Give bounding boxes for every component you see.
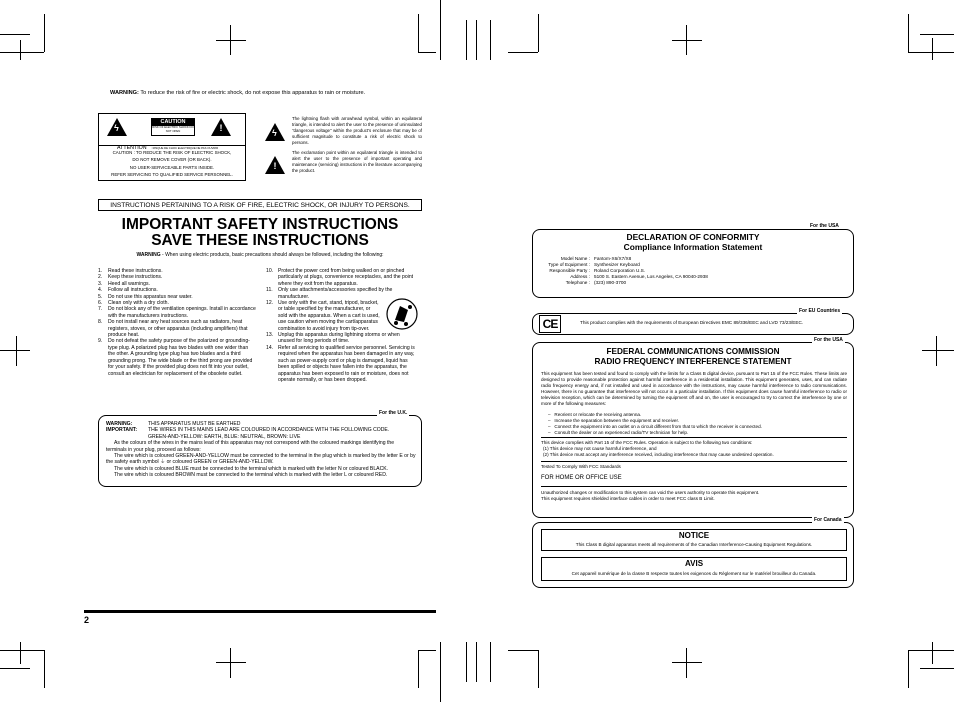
list-item-number: 3. <box>98 280 103 287</box>
fcc-unauthorized <box>541 490 847 501</box>
attention-label: ATTENTION <box>117 145 147 151</box>
list-item <box>266 345 416 383</box>
list-item-number: 1. <box>98 268 103 274</box>
fcc-bullets <box>548 412 848 436</box>
fcc-condition: (1) This device may not cause harmful interference, and <box>543 445 657 451</box>
cart-tipover-icon <box>386 298 418 335</box>
list-item-number: 2. <box>98 274 103 281</box>
safety-title-line1: IMPORTANT SAFETY INSTRUCTIONS <box>121 216 399 233</box>
doc-table <box>530 256 708 286</box>
list-item-text: Do not defeat the safety purpose of the polarized or grounding-type plug. A polarized plug has two blades with one wider than the other. A grounding type plug has two blades and a third grounding prong. The wide blade or the third prong are provided for your safety. If the provided plug does not fit into your outlet, consult an electrician for replacement of the obsolete outlet. <box>108 338 253 377</box>
doc-key: Responsible Party : <box>549 268 590 273</box>
list-item-text: Refer all servicing to qualified service personnel. Servicing is required when the apparatus has been damaged in any way, such as power-supply cord or plug is damaged, liquid has been spilled or objects have fallen into the apparatus, the apparatus has been exposed to rain or moisture, does not operate normally, or has been dropped. <box>278 344 415 383</box>
uk-para: The wire which is coloured GREEN-AND-YELLOW must be connected to the terminal in the plug which is marked by the letter E or by the safety earth symbol ⏚ or coloured GREEN or GREEN-AND-YELLOW. <box>106 453 416 466</box>
fcc-divider <box>541 486 847 487</box>
attention-text: : RISQUE DE CHOC ELECTRIQUE NE PAS OUVRIR <box>151 146 219 150</box>
footer-rule <box>84 610 436 613</box>
uk-para: As the colours of the wires in the mains lead of this apparatus may not correspond with the coloured markings identifying the terminals in your plug, proceed as follows: <box>106 440 395 453</box>
uk-warning-text: THIS APPARATUS MUST BE EARTHED <box>148 421 241 427</box>
eu-tag: For EU Countries <box>799 308 841 314</box>
list-item-text: Do not install near any heat sources such as radiators, heat registers, stoves, or other apparatus (including amplifiers) that produce heat. <box>108 319 248 339</box>
fcc-tested: Tested To Comply With FCC Standards <box>541 464 621 469</box>
list-item-text: Keep these instructions. <box>108 274 163 281</box>
warning-subtitle-label: WARNING <box>136 252 161 258</box>
list-item: – Consult the dealer or an experienced radio/TV technician for help. <box>548 429 689 435</box>
list-item-text: Clean only with a dry cloth. <box>108 300 169 307</box>
doc-key: Model Name : <box>560 256 590 261</box>
list-item: – Increase the separation between the equipment and receiver. <box>548 417 680 423</box>
fcc-bullet: Connect the equipment into an outlet on a circuit different from that to which the receiver is connected. <box>554 423 762 429</box>
list-item-number: 11. <box>266 287 273 294</box>
top-warning-label: WARNING: <box>110 90 139 96</box>
list-item: – Connect the equipment into an outlet on a circuit different from that to which the receiver is connected. <box>548 423 762 429</box>
list-item <box>98 306 256 319</box>
uk-important-label: IMPORTANT: <box>106 427 138 434</box>
list-item <box>98 319 256 338</box>
list-item-number: 10. <box>266 268 274 274</box>
caution-line: CAUTION : TO REDUCE THE RISK OF ELECTRIC SHOCK, <box>112 150 232 155</box>
doc-key: Type of Equipment : <box>548 262 590 267</box>
avis-title: AVIS <box>684 559 704 568</box>
fcc-tag: For the USA <box>814 337 843 343</box>
doc-title-line1: DECLARATION OF CONFORMITY <box>626 232 760 242</box>
list-item-text: Only use attachments/accessories specified by the manufacturer. <box>278 287 393 300</box>
doc-value: Fantom-X6/X7/X8 <box>594 256 632 261</box>
list-item-number: 7. <box>98 306 103 313</box>
uk-warning-label: WARNING: <box>106 421 133 427</box>
caution-box <box>98 113 246 181</box>
caution-label-box <box>151 118 195 136</box>
lightning-warning-icon: ϟ <box>107 118 127 136</box>
caution-lines <box>99 149 245 178</box>
doc-value: Synthesizer Keyboard <box>594 262 640 267</box>
uk-content <box>106 421 416 479</box>
ce-mark-icon: CE <box>539 315 561 333</box>
notice-text: This Class B digital apparatus meets all requirements of the Canadian Interference-Causing Equipment Regulations. <box>575 542 813 547</box>
fcc-bullet: Consult the dealer or an experienced radio/TV technician for help. <box>554 429 689 435</box>
exclamation-warning-icon: ! <box>211 118 231 136</box>
list-item-number: 9. <box>98 338 103 345</box>
list-item-text: Unplug this apparatus during lightning storms or when unused for long periods of time. <box>278 332 400 345</box>
list-item-number: 8. <box>98 319 103 326</box>
caution-line: DO NOT REMOVE COVER (OR BACK). <box>132 157 212 163</box>
uk-important-code: GREEN-AND-YELLOW: EARTH, BLUE: NEUTRAL, BROWN: LIVE <box>148 433 301 440</box>
canada-tag: For Canada <box>814 517 842 523</box>
list-item-text: Protect the power cord from being walked on or pinched particularly at plugs, convenience receptacles, and the point where they exit from the apparatus. <box>278 268 414 287</box>
doc-key: Telephone : <box>565 280 590 285</box>
list-item-text: Read these instructions. <box>108 268 163 274</box>
list-item-text: Use only with the cart, stand, tripod, bracket, or table specified by the manufacturer, or sold with the apparatus. When a cart is used, use caution when moving the cart/apparatus combination to avoid injury from tip-over. <box>278 300 380 332</box>
uk-tag: For the U.K. <box>379 410 408 416</box>
list-item-number: 14. <box>266 344 274 351</box>
list-item-text: Follow all instructions. <box>108 287 158 294</box>
warning-subtitle <box>98 252 422 258</box>
list-item-number: 13. <box>266 332 274 339</box>
uk-para: The wire which is coloured BROWN must be connected to the terminal which is marked with the letter L or coloured RED. <box>114 472 388 479</box>
fcc-conditions <box>541 440 847 458</box>
instruction-list-left <box>98 268 256 377</box>
list-item-text: Heed all warnings. <box>108 280 150 287</box>
doc-value: 5100 S. Eastern Avenue, Los Angeles, CA 90040-2938 <box>594 274 708 279</box>
fcc-divider <box>541 437 847 438</box>
list-item <box>98 338 256 376</box>
avis-text: Cet appareil numérique de la classe B respecte toutes les exigences du Règlement sur le matériel brouilleur du Canada. <box>571 571 817 576</box>
uk-important-text: THE WIRES IN THIS MAINS LEAD ARE COLOURED IN ACCORDANCE WITH THE FOLLOWING CODE. <box>148 427 390 434</box>
table-row <box>530 280 708 286</box>
list-item-number: 4. <box>98 287 103 294</box>
notice-box <box>541 529 847 551</box>
doc-key: Address : <box>570 274 590 279</box>
lightning-explanation: The lightning flash with arrowhead symbol, within an equilateral triangle, is intended to alert the user to the presence of uninsulated "dangerous voltage" within the product's enclosure that may be of sufficient magnitude to constitute a risk of electric shock to persons. <box>292 116 422 146</box>
doc-value: (323) 890-3700 <box>594 280 627 285</box>
list-item-number: 12. <box>266 300 274 307</box>
doc-title-line2: Compliance Information Statement <box>623 241 763 252</box>
fcc-condition: (2) This device must accept any interference received, including interference that may cause undesired operation. <box>543 451 774 457</box>
uk-para: The wire which is coloured BLUE must be connected to the terminal which is marked with the letter N or coloured BLACK. <box>114 465 389 472</box>
fcc-unauthorized-line: Unauthorized changes or modification to this system can void the users authority to operate this equipment. <box>541 490 760 495</box>
exclamation-explanation: The exclamation point within an equilateral triangle is intended to alert the user to the presence of important operating and maintenance (servicing) instructions in the literature accompanying the product. <box>292 150 422 174</box>
doc-value: Roland Corporation U.S. <box>594 268 646 273</box>
doc-title <box>540 233 846 252</box>
lightning-symbol-icon: ϟ <box>265 123 285 141</box>
eu-text: This product complies with the requirements of European Directives EMC 89/336/EEC and LVD 73/23/EEC. <box>580 320 804 325</box>
fcc-bullet: Increase the separation between the equipment and receiver. <box>554 417 680 423</box>
fcc-home-use: FOR HOME OR OFFICE USE <box>541 475 622 481</box>
fcc-title-line2: RADIO FREQUENCY INTERFERENCE STATEMENT <box>594 357 792 366</box>
fcc-unauthorized-line: This equipment requires shielded interface cables in order to meet FCC class B Limit. <box>541 495 715 501</box>
list-item <box>266 268 416 287</box>
fcc-divider <box>541 461 847 462</box>
caution-line: REFER SERVICING TO QUALIFIED SERVICE PERSONNEL. <box>111 171 233 177</box>
warning-subtitle-text: - When using electric products, basic precautions should always be followed, including the following: <box>160 252 384 258</box>
fcc-bullet: Reorient or relocate the receiving antenna. <box>554 412 642 417</box>
page-number: 2 <box>84 615 90 625</box>
caution-label: CAUTION <box>152 119 194 126</box>
notice-title: NOTICE <box>678 531 710 540</box>
exclamation-symbol-icon: ! <box>265 156 285 174</box>
avis-box <box>541 557 847 581</box>
top-warning <box>110 90 365 96</box>
list-item-number: 5. <box>98 293 103 300</box>
list-item-text: Do not block any of the ventilation openings. Install in accordance with the manufacturers instructions. <box>108 306 256 319</box>
safety-title-line2: SAVE THESE INSTRUCTIONS <box>151 232 369 249</box>
safety-title <box>98 217 422 249</box>
doc-tag: For the USA <box>810 223 839 229</box>
caution-sub: RISK OF ELECTRIC SHOCK DO NOT OPEN <box>152 125 194 133</box>
list-item: – Reorient or relocate the receiving antenna. <box>548 412 642 417</box>
fcc-paragraph: This equipment has been tested and found to comply with the limits for a Class B digital device, pursuant to Part 15 of the FCC Rules. These limits are designed to provide reasonable protection against harmful interference in a residential installation. This equipment generates, uses, and can radiate radio frequency energy and, if not installed and used in accordance with the instructions, may cause harmful interference to radio communications. However, there is no guarantee that interference will not occur in a particular installation. If this equipment does cause harmful interference to radio or television reception, which can be determined by turning the equipment off and on, the user is encouraged to try to correct the interference by one or more of the following measures: <box>541 371 847 406</box>
fcc-title <box>540 347 846 367</box>
instructions-banner: INSTRUCTIONS PERTAINING TO A RISK OF FIRE, ELECTRIC SHOCK, OR INJURY TO PERSONS. <box>98 199 422 211</box>
list-item-text: Do not use this apparatus near water. <box>108 293 193 300</box>
fcc-title-line1: FEDERAL COMMUNICATIONS COMMISSION <box>606 347 780 356</box>
fcc-part15: This device complies with Part 15 of the FCC Rules. Operation is subject to the following two conditions: <box>541 440 753 445</box>
caution-line: NO USER-SERVICEABLE PARTS INSIDE. <box>129 164 215 170</box>
list-item-number: 6. <box>98 300 103 307</box>
top-warning-text: To reduce the risk of fire or electric shock, do not expose this apparatus to rain or moisture. <box>140 90 366 96</box>
